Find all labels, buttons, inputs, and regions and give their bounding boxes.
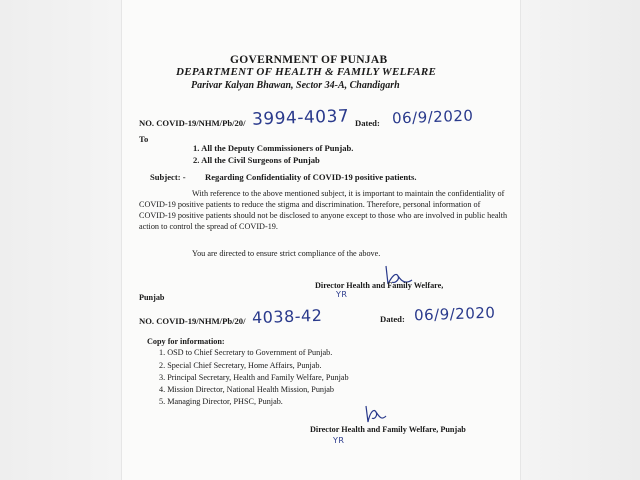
header-government: GOVERNMENT OF PUNJAB (230, 54, 388, 66)
letter-ref-handwritten: 3994-4037 (251, 106, 350, 130)
copy-label: Copy for information: (147, 337, 225, 346)
subject-text: Regarding Confidentiality of COVID-19 positive patients. (205, 172, 417, 182)
endorsement-dated-label: Dated: (380, 314, 405, 324)
copy-item-3: 3. Principal Secretary, Health and Family Welfare, Punjab (159, 373, 349, 382)
letter-dated-handwritten: 06/9/2020 (391, 106, 474, 128)
to-label: To (139, 134, 149, 144)
endorsement-ref-handwritten: 4038-42 (251, 305, 323, 328)
copy-item-2: 2. Special Chief Secretary, Home Affairs, Punjab. (159, 361, 322, 370)
body-paragraph-1: With reference to the above mentioned subject, it is important to maintain the confidentiality of COVID-19 positive patients to reduce the stigma and discrimination. Therefore, personal information of COVID-19 positive patients should not be disclosed to anyone except to those who are involved in public health action to control the spread of COVID-19. (139, 189, 508, 231)
sign-initials-2: YR (333, 436, 345, 445)
sign-initials-1: YR (336, 290, 348, 299)
copy-item-4: 4. Mission Director, National Health Mission, Punjab (159, 385, 335, 394)
header-department: DEPARTMENT OF HEALTH & FAMILY WELFARE (176, 66, 437, 78)
copy-item-1: 1. OSD to Chief Secretary to Government of Punjab. (159, 348, 333, 357)
body-paragraph-2: You are directed to ensure strict compliance of the above. (192, 249, 381, 258)
recipient-2: 2. All the Civil Surgeons of Punjab (193, 155, 320, 165)
letter-dated-label: Dated: (355, 118, 380, 128)
signatory-2: Director Health and Family Welfare, Punjab (310, 425, 466, 434)
signatory-1: Director Health and Family Welfare, (315, 281, 444, 290)
signatory-place: Punjab (139, 293, 165, 302)
recipient-1: 1. All the Deputy Commissioners of Punjab. (193, 143, 354, 153)
header-address: Parivar Kalyan Bhawan, Sector 34-A, Chandigarh (191, 80, 400, 91)
subject-label: Subject: - (150, 172, 186, 182)
letter-ref-number: NO. COVID-19/NHM/Pb/20/ (139, 118, 246, 128)
endorsement-dated-handwritten: 06/9/2020 (413, 303, 496, 325)
copy-item-5: 5. Managing Director, PHSC, Punjab. (159, 397, 283, 406)
endorsement-ref-number: NO. COVID-19/NHM/Pb/20/ (139, 316, 246, 326)
